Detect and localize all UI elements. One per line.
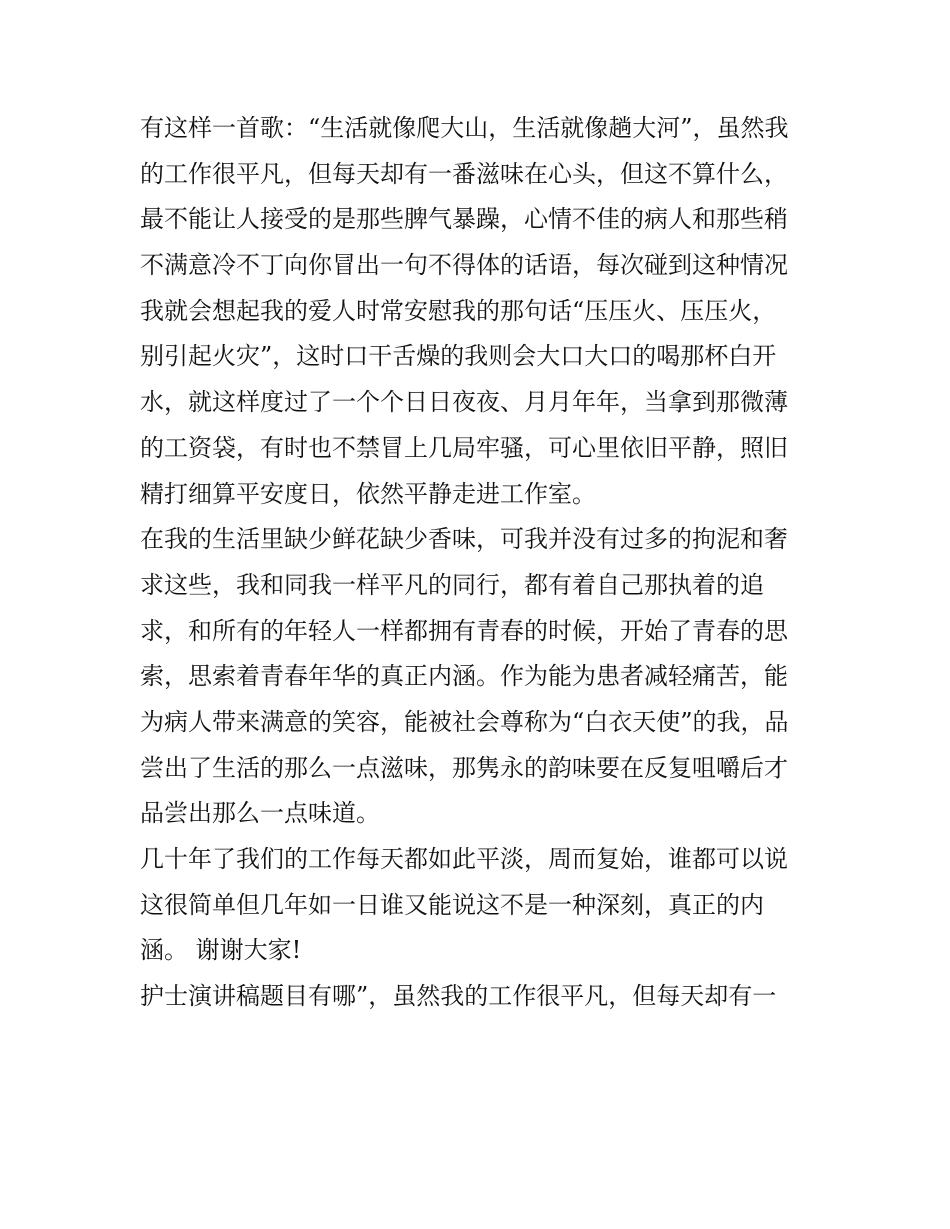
text-line: 最不能让人接受的是那些脾气暴躁，心情不佳的病人和那些稍 [140,205,788,234]
text-line: 我就会想起我的爱人时常安慰我的那句话“压压火、压压火， [140,296,777,325]
text-line: 求，和所有的年轻人一样都拥有青春的时候，开始了青春的思 [140,616,788,645]
text-line: 这很简单但几年如一日谁又能说这不是一种深刻，真正的内 [140,890,764,919]
document-body [140,106,820,1020]
text-line: 不满意冷不丁向你冒出一句不得体的话语，每次碰到这种情况 [140,251,788,280]
text-line: 为病人带来满意的笑容，能被社会尊称为“白衣天使”的我，品 [140,707,789,736]
text-line: 水，就这样度过了一个个日日夜夜、月月年年，当拿到那微薄 [140,388,788,417]
text-line: 别引起火灾”，这时口干舌燥的我则会大口大口的喝那杯白开 [140,342,777,371]
text-line: 精打细算平安度日，依然平静走进工作室。 [140,479,596,508]
text-line: 几十年了我们的工作每天都如此平淡，周而复始，谁都可以说 [140,845,788,873]
text-line: 尝出了生活的那么一点滋味，那隽永的韵味要在反复咀嚼后才 [140,753,788,782]
text-line: 求这些，我和同我一样平凡的同行，都有着自己那执着的追 [140,570,764,599]
text-line: 的工资袋，有时也不禁冒上几局牢骚，可心里依旧平静，照旧 [140,433,788,462]
text-line: 在我的生活里缺少鲜花缺少香味，可我并没有过多的拘泥和奢 [140,525,788,554]
text-line: 品尝出那么一点味道。 [140,799,380,828]
text-line: 护士演讲稿题目有哪”，虽然我的工作很平凡，但每天却有一 [140,982,777,1011]
text-line: 的工作很平凡，但每天却有一番滋味在心头，但这不算什么， [140,159,788,188]
text-line: 涵。 谢谢大家! [140,936,302,965]
text-line: 有这样一首歌：“生活就像爬大山，生活就像趟大河”，虽然我 [140,114,789,142]
text-line: 索，思索着青春年华的真正内涵。作为能为患者减轻痛苦，能 [140,662,788,691]
